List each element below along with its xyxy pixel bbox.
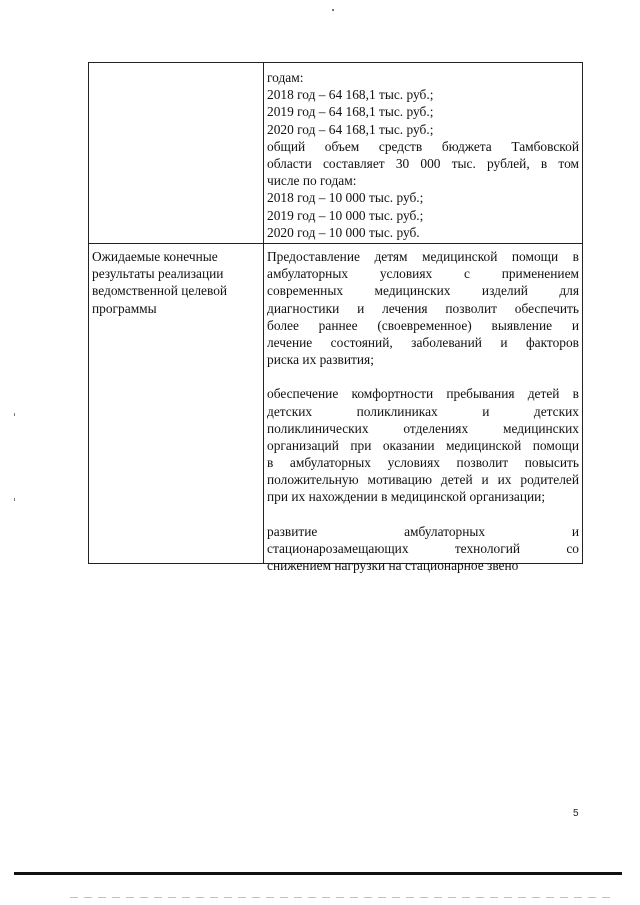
text-line: стационарозамещающих технологий со bbox=[267, 540, 579, 556]
text-line: современных медицинских изделий для bbox=[267, 283, 579, 299]
text-line: числе по годам: bbox=[267, 173, 357, 189]
text-line: 2020 год – 64 168,1 тыс. руб.; bbox=[267, 121, 434, 137]
text-line: 2020 год – 10 000 тыс. руб. bbox=[267, 224, 420, 240]
column-divider bbox=[263, 63, 264, 563]
page-number: 5 bbox=[573, 808, 579, 819]
text-line: общий объем средств бюджета Тамбовской bbox=[267, 138, 579, 154]
scan-speck bbox=[14, 413, 15, 416]
text-line: при их нахождении в медицинской организации; bbox=[267, 489, 546, 505]
text-line: обеспечение комфортности пребывания детей в bbox=[267, 386, 579, 402]
text-line: 2018 год – 10 000 тыс. руб.; bbox=[267, 190, 424, 206]
text-line: Предоставление детям медицинской помощи в bbox=[267, 249, 579, 264]
text-line: 2019 год – 10 000 тыс. руб.; bbox=[267, 207, 424, 223]
text-line: амбулаторных условиях с применением bbox=[267, 266, 579, 282]
scan-speck bbox=[14, 498, 15, 501]
label-line: ведомственной целевой bbox=[92, 283, 228, 299]
text-line: поликлинических отделениях медицинских bbox=[267, 420, 579, 436]
text-line: в амбулаторных условиях позволит повысить bbox=[267, 455, 579, 471]
row2-results-cell bbox=[267, 248, 579, 574]
text-line: риска их развития; bbox=[267, 352, 374, 368]
label-line: программы bbox=[92, 300, 157, 316]
label-line: результаты реализации bbox=[92, 266, 224, 282]
scan-speck bbox=[332, 9, 334, 11]
bottom-scan-noise bbox=[70, 897, 610, 898]
text-line: снижением нагрузки на стационарное звено bbox=[267, 558, 519, 574]
text-line: лечение состояний, заболеваний и факторов bbox=[267, 334, 579, 350]
text-line: положительную мотивацию детей и их родителей bbox=[267, 472, 579, 488]
row-divider bbox=[89, 243, 582, 244]
text-line: годам: bbox=[267, 70, 304, 85]
text-line: организаций при оказании медицинской помощи bbox=[267, 437, 579, 453]
text-line: 2019 год – 64 168,1 тыс. руб.; bbox=[267, 104, 434, 120]
program-table bbox=[88, 62, 583, 574]
text-line: диагностики и лечения позволит обеспечить bbox=[267, 300, 579, 316]
row1-funding-cell bbox=[267, 69, 579, 241]
bottom-scan-edge bbox=[14, 872, 622, 875]
text-line: развитие амбулаторных и bbox=[267, 523, 579, 539]
text-line: 2018 год – 64 168,1 тыс. руб.; bbox=[267, 87, 434, 103]
text-line: детских поликлиниках и детских bbox=[267, 403, 579, 419]
row2-label-cell bbox=[92, 248, 258, 317]
label-line: Ожидаемые конечные bbox=[92, 249, 218, 264]
text-line: более раннее (своевременное) выявление и bbox=[267, 317, 579, 333]
text-line: области составляет 30 000 тыс. рублей, в том bbox=[267, 156, 579, 171]
